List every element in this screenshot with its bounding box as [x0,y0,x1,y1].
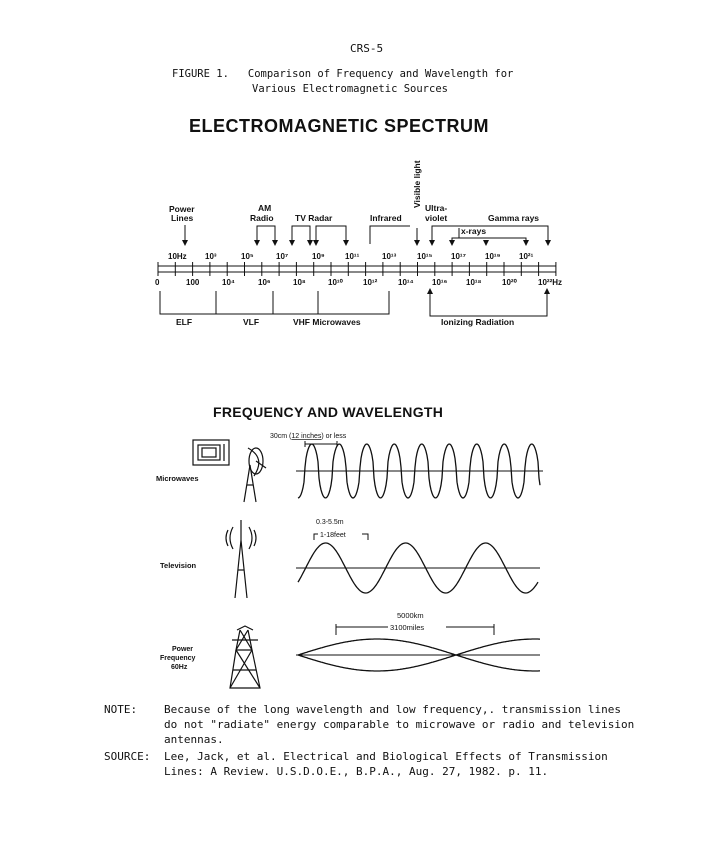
source-label: SOURCE: [104,750,151,763]
source-block [104,749,608,779]
tv-tower-icon [226,520,256,598]
top-tick-label: 10¹¹ [345,252,360,261]
note-label: NOTE: [104,703,138,716]
am-label: AM [258,203,272,213]
power-label-2: Frequency [160,655,196,662]
bottom-tick-label: 10⁸ [293,278,306,287]
bottom-tick-label: 10²⁰ [502,278,517,287]
microwave-dish-icon [244,448,266,502]
tv-wavelength-feet: 1-18feet [320,532,346,539]
bottom-tick-label: 10¹⁶ [432,278,448,287]
spectrum-title: ELECTROMAGNETIC SPECTRUM [189,116,489,136]
bottom-tick-label: 10⁶ [258,278,271,287]
bottom-tick-label: 10²²Hz [538,278,563,287]
top-tick-label: 10¹⁹ [485,252,501,261]
top-tick-label: 10⁵ [241,252,254,261]
vlf-band-label: VLF [243,317,260,327]
microwave-wavelength-label: 30cm (12 inches) or less [270,433,347,440]
microwaves-label: Microwaves [156,474,199,483]
bottom-tick-label: 10⁴ [222,278,235,287]
visible-light-label: Visible light [412,160,422,208]
figure-caption-line2: Various Electromagnetic Sources [252,83,448,95]
power-lines-label-2: Lines [171,213,194,223]
ultraviolet-label-1: Ultra- [425,203,448,213]
elf-band-label: ELF [176,317,193,327]
radio-label: Radio [250,213,274,223]
x-rays-label: x-rays [461,226,487,236]
figure-caption-line1: Comparison of Frequency and Wavelength for [247,68,514,80]
bottom-tick-label: 100 [186,278,200,287]
top-tick-label: 10³ [205,252,217,261]
bottom-tick-label: 10¹⁸ [466,278,482,287]
top-tick-label: 10¹³ [382,252,397,261]
gamma-rays-label: Gamma rays [488,213,540,223]
frequency-wavelength-title: FREQUENCY AND WAVELENGTH [213,404,444,420]
note-text: Because of the long wavelength and low frequency,. transmission lines do not "radiate" energy comparable to microwave or radio and television antennas. [164,703,635,746]
tv-wavelength-meters: 0.3-5.5m [316,519,344,526]
top-tick-label: 10⁷ [276,252,289,261]
microwave-oven-icon [193,440,229,465]
note-block [104,702,634,747]
top-tick-label: 10⁹ [312,252,325,261]
figure-label: FIGURE 1. [172,68,229,80]
top-tick-label: 10¹⁵ [417,252,433,261]
power-lines-label-1: Power [169,204,195,214]
transmission-tower-icon [230,626,260,688]
ultraviolet-label-2: violet [425,213,448,223]
power-label-1: Power [172,646,194,653]
source-text: Lee, Jack, et al. Electrical and Biological Effects of Transmission Lines: A Review. U.S.D.O.E., B.P.A., Aug. 27, 1982. p. 11. [164,750,608,778]
top-tick-label: 10²¹ [519,252,534,261]
ionizing-radiation-label: Ionizing Radiation [441,317,515,327]
vhf-microwaves-band-label: VHF Microwaves [293,317,361,327]
page-number: CRS-5 [350,42,384,55]
power-wavelength-km: 5000km [397,611,424,620]
bottom-tick-label: 10¹⁰ [328,278,343,287]
infrared-label: Infrared [370,213,402,223]
top-tick-label: 10¹⁷ [451,252,466,261]
power-wavelength-miles: 3100miles [390,623,425,632]
television-label: Television [160,561,197,570]
bottom-tick-label: 0 [155,278,160,287]
top-tick-label: 10Hz [168,252,187,261]
bottom-tick-label: 10¹² [363,278,378,287]
bottom-tick-label: 10¹⁴ [398,278,414,287]
power-label-3: 60Hz [171,664,188,671]
tv-radar-label: TV Radar [295,213,333,223]
